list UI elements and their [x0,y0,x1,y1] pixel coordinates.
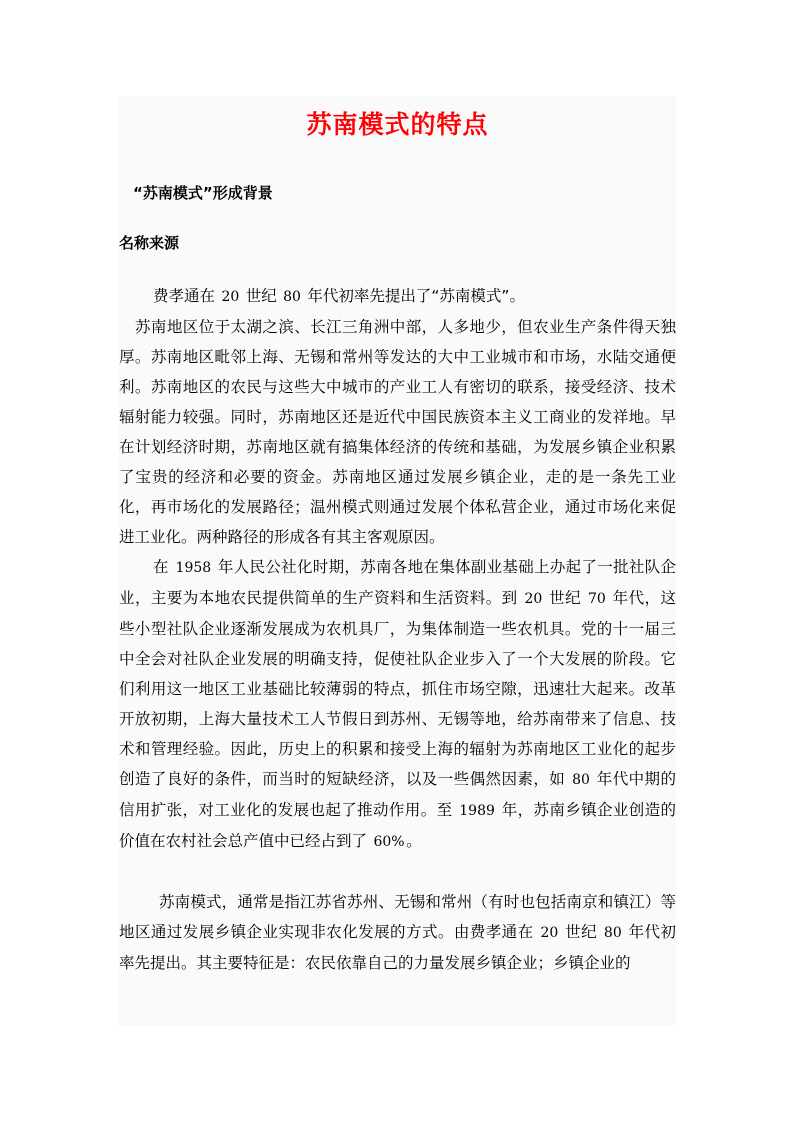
section-heading-background: “苏南模式”形成背景 [133,184,273,202]
paragraph-lead: 费孝通在 20 世纪 80 年代初率先提出了“苏南模式”。 [153,287,525,305]
page-title: 苏南模式的特点 [306,110,489,139]
document-page [119,96,676,1026]
paragraph-commune-enterprises: 在 1958 年人民公社化时期，苏南各地在集体副业基础上办起了一批社队企业，主要为本地农民提供简单的生产资料和生活资料。到 20 世纪 70 年代，这些小型社队企业逐渐发展成为农机具厂，为集体制造一些农机具。党的十一届三中全会对社队企业发展的明确支持，促使社队企业步入了一个大发展的阶段。它们利用这一地区工业基础比较薄弱的特点，抓住市场空隙，迅速壮大起来。改革开放初期，上海大量技术工人节假日到苏州、无锡等地，给苏南带来了信息、技术和管理经验。因此，历史上的积累和接受上海的辐射为苏南地区工业化的起步创造了良好的条件，而当时的短缺经济，以及一些偶然因素，如 80 年代中期的信用扩张，对工业化的发展也起了推动作用。至 1989 年，苏南乡镇企业创造的价值在农村社会总产值中已经占到了 60%。 [119,558,676,850]
paragraph-definition: 苏南模式，通常是指江苏省苏州、无锡和常州（有时也包括南京和镇江）等地区通过发展乡镇企业实现非农化发展的方式。由费孝通在 20 世纪 80 年代初率先提出。其主要特征是：农民依靠自己的力量发展乡镇企业；乡镇企业的 [119,893,676,972]
paragraph-region-background: 苏南地区位于太湖之滨、长江三角洲中部，人多地少，但农业生产条件得天独厚。苏南地区毗邻上海、无锡和常州等发达的大中工业城市和市场，水陆交通便利。苏南地区的农民与这些大中城市的产业工人有密切的联系，接受经济、技术辐射能力较强。同时，苏南地区还是近代中国民族资本主义工商业的发祥地。早在计划经济时期，苏南地区就有搞集体经济的传统和基础，为发展乡镇企业积累了宝贵的经济和必要的资金。苏南地区通过发展乡镇企业，走的是一条先工业化，再市场化的发展路径；温州模式则通过发展个体私营企业，通过市场化来促进工业化。两种路径的形成各有其主客观原因。 [119,318,676,546]
section-heading-origin: 名称来源 [119,234,180,252]
